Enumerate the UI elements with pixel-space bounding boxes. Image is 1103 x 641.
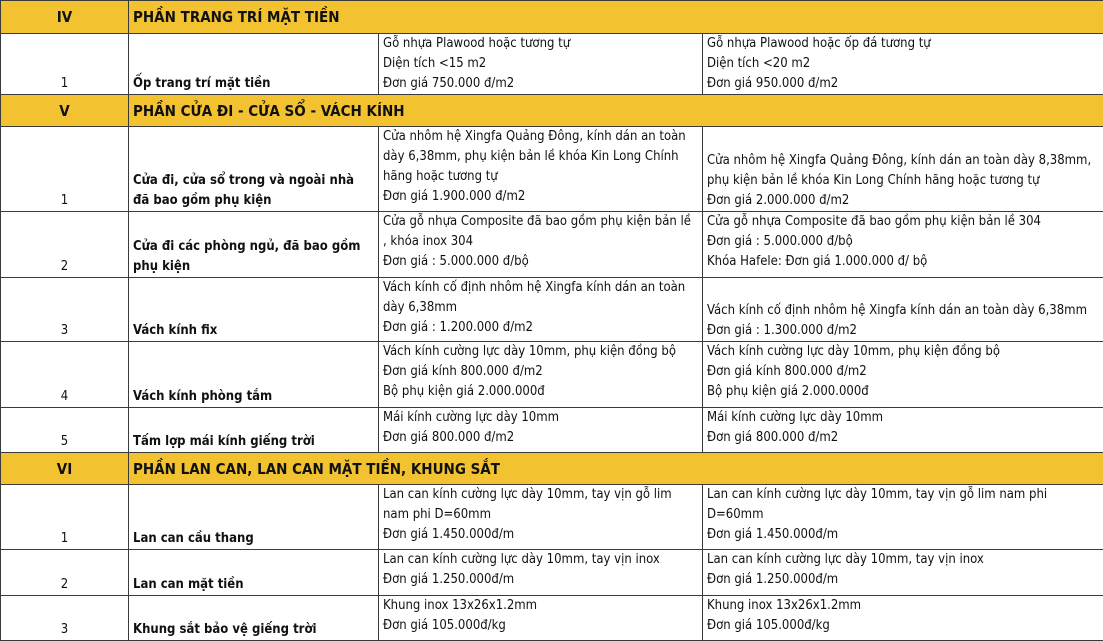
text-line: Gỗ nhựa Plawood hoặc ốp đá tương tự <box>707 36 931 51</box>
table-row <box>1 596 1103 641</box>
text-line: Đơn giá 1.900.000 đ/m2 <box>383 189 526 204</box>
item-name <box>129 34 379 95</box>
text-line: Đơn giá : 5.000.000 đ/bộ <box>383 254 529 269</box>
option-1-cell <box>379 278 703 342</box>
text-line: Đơn giá kính 800.000 đ/m2 <box>383 364 543 379</box>
text-line: Cửa gỗ nhựa Composite đã bao gồm phụ kiện bản lề 304 <box>707 214 1041 229</box>
text-line: Vách kính cố định nhôm hệ Xingfa kính dán an toàn dày 6,38mm <box>707 303 1087 318</box>
option-1-cell <box>379 596 703 641</box>
text-line: Đơn giá : 5.000.000 đ/bộ <box>707 234 853 249</box>
item-number: 2 <box>1 550 129 596</box>
section-title: PHẦN TRANG TRÍ MẶT TIỀN <box>129 1 1103 34</box>
text-line: Lan can mặt tiền <box>133 577 244 592</box>
text-line: phụ kiện <box>133 259 191 274</box>
section-title: PHẦN CỬA ĐI - CỬA SỔ - VÁCH KÍNH <box>129 95 1103 127</box>
text-line: Đơn giá 950.000 đ/m2 <box>707 76 839 91</box>
table-row <box>1 278 1103 342</box>
option-1-cell <box>379 408 703 453</box>
text-line: D=60mm <box>707 507 764 522</box>
text-line: Bộ phụ kiện giá 2.000.000đ <box>707 384 869 399</box>
text-line: Diện tích <15 m2 <box>383 56 487 71</box>
text-line: Vách kính phòng tắm <box>133 389 273 404</box>
text-line: Khung sắt bảo vệ giếng trời <box>133 622 317 637</box>
text-line: Đơn giá 1.250.000đ/m <box>707 572 839 587</box>
text-line: Diện tích <20 m2 <box>707 56 811 71</box>
text-line: Đơn giá kính 800.000 đ/m2 <box>707 364 867 379</box>
text-line: Đơn giá 800.000 đ/m2 <box>707 430 839 445</box>
table-row <box>1 550 1103 596</box>
item-name <box>129 550 379 596</box>
text-line: Cửa gỗ nhựa Composite đã bao gồm phụ kiện bản lề <box>383 214 691 229</box>
option-1-cell <box>379 212 703 278</box>
section-header-row <box>1 95 1103 127</box>
text-line: nam phi D=60mm <box>383 507 491 522</box>
text-line: Đơn giá 750.000 đ/m2 <box>383 76 515 91</box>
item-name <box>129 278 379 342</box>
text-line: Khung inox 13x26x1.2mm <box>383 598 538 613</box>
table-row <box>1 212 1103 278</box>
text-line: Vách kính cường lực dày 10mm, phụ kiện đồng bộ <box>707 344 1000 359</box>
option-2-cell <box>703 278 1103 342</box>
option-2-cell <box>703 596 1103 641</box>
item-number: 1 <box>1 34 129 95</box>
text-line: Vách kính cường lực dày 10mm, phụ kiện đồng bộ <box>383 344 676 359</box>
text-line: Đơn giá : 1.200.000 đ/m2 <box>383 320 533 335</box>
text-line: Lan can kính cường lực dày 10mm, tay vịn gỗ lim <box>383 487 672 502</box>
item-name <box>129 485 379 550</box>
option-2-cell <box>703 34 1103 95</box>
text-line: Đơn giá 1.250.000đ/m <box>383 572 515 587</box>
item-name <box>129 342 379 408</box>
text-line: Gỗ nhựa Plawood hoặc tương tự <box>383 36 571 51</box>
text-line: Cửa nhôm hệ Xingfa Quảng Đông, kính dán an toàn <box>383 129 686 144</box>
table-row <box>1 485 1103 550</box>
text-line: Đơn giá 800.000 đ/m2 <box>383 430 515 445</box>
text-line: Lan can kính cường lực dày 10mm, tay vịn inox <box>707 552 984 567</box>
text-line: Bộ phụ kiện giá 2.000.000đ <box>383 384 545 399</box>
item-number: 4 <box>1 342 129 408</box>
text-line: dày 6,38mm, phụ kiện bản lề khóa Kin Long Chính <box>383 149 679 164</box>
text-line: Đơn giá 105.000đ/kg <box>707 618 830 633</box>
text-line: Ốp trang trí mặt tiền <box>133 76 271 91</box>
text-line: Mái kính cường lực dày 10mm <box>383 410 560 425</box>
text-line: hãng hoặc tương tự <box>383 169 498 184</box>
text-line: Cửa đi, cửa sổ trong và ngoài nhà <box>133 173 355 188</box>
text-line: Cửa nhôm hệ Xingfa Quảng Đông, kính dán an toàn dày 8,38mm, <box>707 153 1092 168</box>
option-1-cell <box>379 342 703 408</box>
item-number: 5 <box>1 408 129 453</box>
section-title: PHẦN LAN CAN, LAN CAN MẶT TIỀN, KHUNG SẮT <box>129 453 1103 485</box>
text-line: Cửa đi các phòng ngủ, đã bao gồm <box>133 239 361 254</box>
text-line: Khung inox 13x26x1.2mm <box>707 598 862 613</box>
text-line: Khóa Hafele: Đơn giá 1.000.000 đ/ bộ <box>707 254 928 269</box>
table-row <box>1 127 1103 212</box>
item-number: 2 <box>1 212 129 278</box>
text-line: Đơn giá : 1.300.000 đ/m2 <box>707 323 857 338</box>
item-number: 1 <box>1 485 129 550</box>
text-line: Đơn giá 2.000.000 đ/m2 <box>707 193 850 208</box>
text-line: Vách kính fix <box>133 323 218 338</box>
option-2-cell <box>703 342 1103 408</box>
text-line: Đơn giá 1.450.000đ/m <box>707 527 839 542</box>
item-number: 1 <box>1 127 129 212</box>
text-line: Vách kính cố định nhôm hệ Xingfa kính dán an toàn <box>383 280 686 295</box>
option-1-cell <box>379 34 703 95</box>
option-1-cell <box>379 485 703 550</box>
option-2-cell <box>703 127 1103 212</box>
text-line: , khóa inox 304 <box>383 234 474 249</box>
item-name <box>129 127 379 212</box>
text-line: Lan can cầu thang <box>133 531 254 546</box>
option-2-cell <box>703 550 1103 596</box>
item-name <box>129 408 379 453</box>
table-row <box>1 408 1103 453</box>
item-name <box>129 596 379 641</box>
text-line: Mái kính cường lực dày 10mm <box>707 410 884 425</box>
text-line: đã bao gồm phụ kiện <box>133 193 272 208</box>
option-2-cell <box>703 485 1103 550</box>
option-1-cell <box>379 550 703 596</box>
section-number: IV <box>1 1 129 34</box>
option-2-cell <box>703 408 1103 453</box>
text-line: phụ kiện bản lề khóa Kin Long Chính hãng hoặc tương tự <box>707 173 1040 188</box>
section-number: V <box>1 95 129 127</box>
section-header-row <box>1 453 1103 485</box>
section-number: VI <box>1 453 129 485</box>
item-number: 3 <box>1 596 129 641</box>
table-row <box>1 342 1103 408</box>
option-1-cell <box>379 127 703 212</box>
item-number: 3 <box>1 278 129 342</box>
text-line: Tấm lợp mái kính giếng trời <box>133 434 315 449</box>
item-name <box>129 212 379 278</box>
text-line: dày 6,38mm <box>383 300 458 315</box>
text-line: Đơn giá 105.000đ/kg <box>383 618 506 633</box>
text-line: Lan can kính cường lực dày 10mm, tay vịn gỗ lim nam phi <box>707 487 1048 502</box>
section-header-row <box>1 1 1103 34</box>
text-line: Lan can kính cường lực dày 10mm, tay vịn inox <box>383 552 660 567</box>
table-row <box>1 34 1103 95</box>
option-2-cell <box>703 212 1103 278</box>
text-line: Đơn giá 1.450.000đ/m <box>383 527 515 542</box>
